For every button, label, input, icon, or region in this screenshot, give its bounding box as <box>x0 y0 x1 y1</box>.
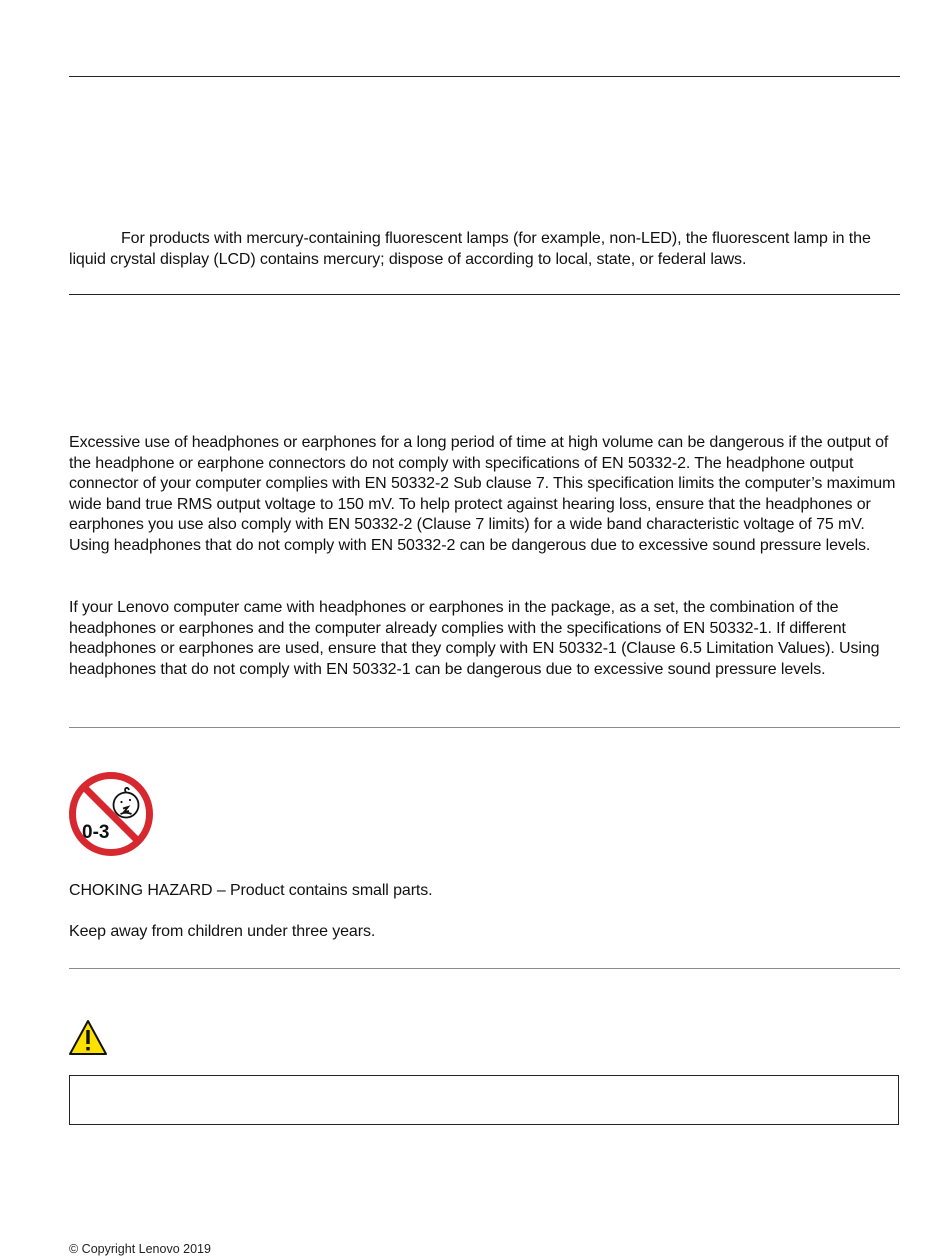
keep-away-text: Keep away from children under three years. <box>69 923 376 940</box>
age-range-label: 0-3 <box>82 822 110 843</box>
section-divider-choking <box>69 727 900 728</box>
headphone-notice-paragraph-1: Excessive use of headphones or earphones for a long period of time at high volume can be dangerous if the output of the headphone or earphone connectors do not comply with specifications of EN 50332-2. The headphone output connector of your computer complies with EN 50332-2 Sub clause 7. This specification limits the computer’s maximum wide band true RMS output voltage to 150 mV. To help protect against hearing loss, ensure that the headphones or earphones you use also comply with EN 50332-2 (Clause 7 limits) for a wide band characteristic voltage of 75 mV. Using headphones that do not comply with EN 50332-2 can be dangerous due to excessive sound pressure levels. <box>69 434 896 554</box>
choking-hazard-text: CHOKING HAZARD – Product contains small parts. <box>69 882 433 899</box>
section-divider-headphones <box>69 294 900 295</box>
warning-triangle-icon <box>68 1019 108 1056</box>
headphone-notice-paragraph-2: If your Lenovo computer came with headphones or earphones in the package, as a set, the combination of the headphones or earphones and the computer already complies with the specifications of EN 50332-1. If different headphones or earphones are used, ensure that they comply with EN 50332-1 (Clause 6.5 Limitation Values). Using headphones that do not comply with EN 50332-1 can be dangerous due to excessive sound pressure levels. <box>69 599 880 678</box>
mercury-lamp-notice: For products with mercury-containing fluorescent lamps (for example, non-LED), the fluorescent lamp in the liquid crystal display (LCD) contains mercury; dispose of according to local, state, or federal laws. <box>69 230 871 268</box>
no-children-0-3-icon <box>68 771 154 857</box>
warning-notice-box <box>69 1075 899 1125</box>
copyright-footer: © Copyright Lenovo 2019 <box>69 1242 211 1256</box>
section-divider-top <box>69 76 900 77</box>
section-divider-warning <box>69 968 900 969</box>
